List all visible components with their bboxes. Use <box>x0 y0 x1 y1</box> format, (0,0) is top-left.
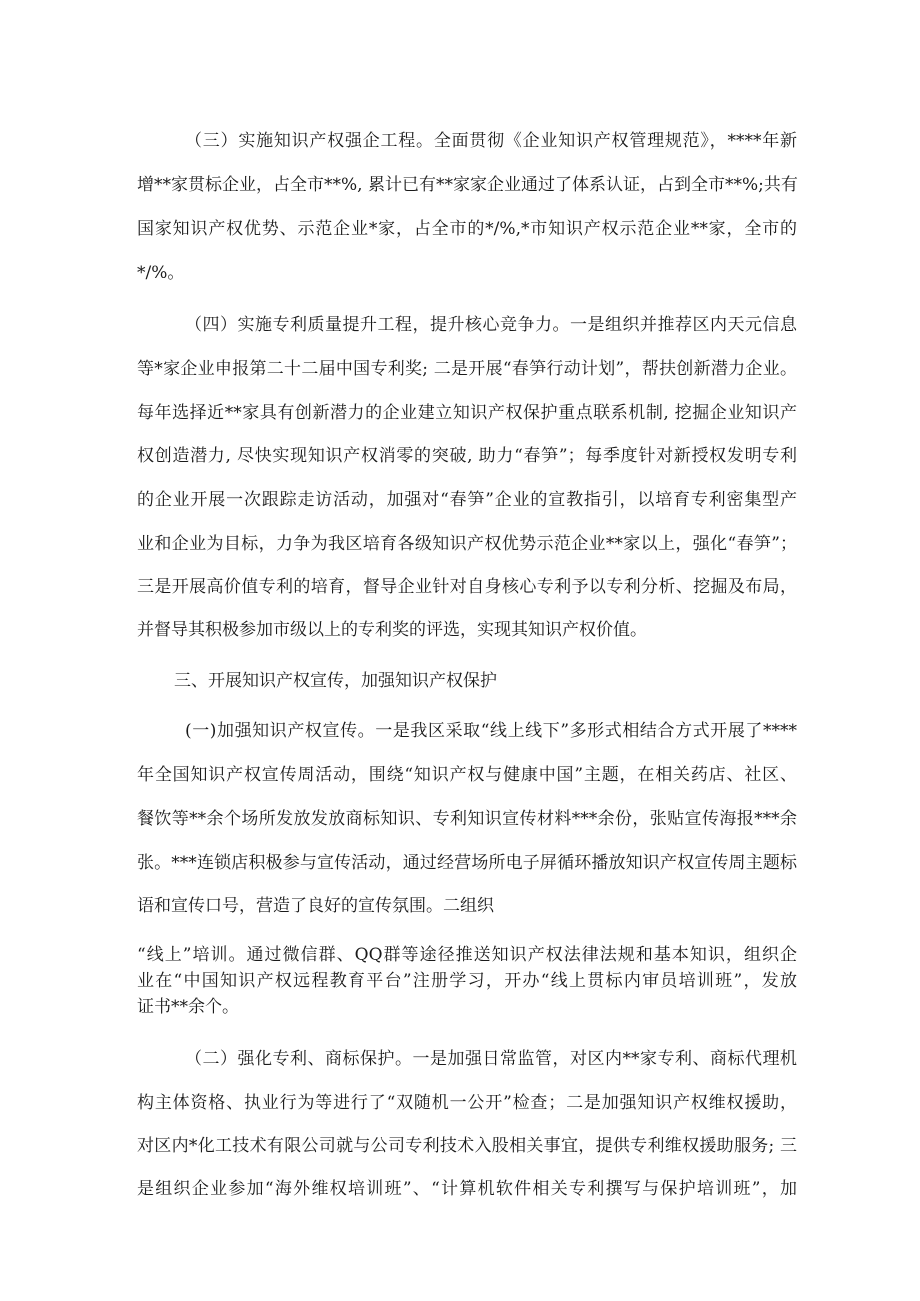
subsection-1-cont-line-3: 证书**余个。 <box>137 997 239 1017</box>
subsection-2-line-3: 对区内*化工技术有限公司就与公司专利技术入股相关事宜，提供专利维权援助服务; 三 <box>137 1136 797 1156</box>
subsection-1-line-1: (一)加强知识产权宣传。一是我区采取“线上线下”多形式相结合方式开展了**** <box>185 721 797 741</box>
subsection-1-line-4: 张。***连锁店积极参与宣传活动，通过经营场所电子屏循环播放知识产权宣传周主题标 <box>137 853 797 873</box>
subsection-1-line-5: 语和宣传口号，营造了良好的宣传氛围。二组织 <box>137 896 494 916</box>
section-4-line-5: 的企业开展一次跟踪走访活动，加强对“春笋”企业的宣教指引，以培育专利密集型产 <box>137 490 797 510</box>
section-4-line-1: （四）实施专利质量提升工程，提升核心竞争力。一是组织并推荐区内天元信息 <box>185 315 797 335</box>
section-4-line-3: 每年选择近**家具有创新潜力的企业建立知识产权保护重点联系机制, 挖掘企业知识产 <box>137 403 797 423</box>
subsection-1-line-2: 年全国知识产权宣传周活动，围绕“知识产权与健康中国”主题，在相关药店、社区、 <box>137 765 797 785</box>
section-4-line-6: 业和企业为目标，力争为我区培育各级知识产权优势示范企业**家以上，强化“春笋”； <box>137 534 797 554</box>
section-3-line-3: 国家知识产权优势、示范企业*家，占全市的*/%,*市知识产权示范企业**家，全市的 <box>137 219 797 239</box>
section-4-line-7: 三是开展高价值专利的培育，督导企业针对自身核心专利予以专利分析、挖掘及布局， <box>137 577 797 597</box>
section-3-line-2: 增**家贯标企业，占全市**%, 累计已有**家家企业通过了体系认证，占到全市**%;共有 <box>137 175 798 195</box>
section-heading: 三、开展知识产权宣传，加强知识产权保护 <box>174 671 497 691</box>
subsection-1-cont-line-2: 业在“中国知识产权远程教育平台”注册学习，开办“线上贯标内审员培训班”，发放 <box>137 971 797 991</box>
section-4-line-4: 权创造潜力, 尽快实现知识产权消零的突破, 助力“春笋”；每季度针对新授权发明专利 <box>137 446 797 466</box>
subsection-1-line-3: 餐饮等**余个场所发放发放商标知识、专利知识宣传材料***余份，张贴宣传海报***余 <box>137 809 797 829</box>
subsection-2-line-2: 构主体资格、执业行为等进行了“双随机一公开”检查；二是加强知识产权维权援助， <box>137 1093 797 1113</box>
section-4-line-2: 等*家企业申报第二十二届中国专利奖; 二是开展“春笋行动计划”，帮扶创新潜力企业。 <box>137 359 797 379</box>
section-4-line-8: 并督导其积极参加市级以上的专利奖的评选，实现其知识产权价值。 <box>137 620 647 640</box>
subsection-1-cont-line-1: “线上”培训。通过微信群、QQ群等途径推送知识产权法律法规和基本知识，组织企 <box>137 945 797 965</box>
subsection-2-line-1: （二）强化专利、商标保护。一是加强日常监管，对区内**家专利、商标代理机 <box>185 1049 797 1069</box>
section-3-line-4: */%。 <box>137 263 185 283</box>
subsection-2-line-4: 是组织企业参加“海外维权培训班”、“计算机软件相关专利撰写与保护培训班”，加 <box>137 1179 797 1199</box>
section-3-line-1: （三）实施知识产权强企工程。全面贯彻《企业知识产权管理规范》，****年新 <box>185 131 797 151</box>
